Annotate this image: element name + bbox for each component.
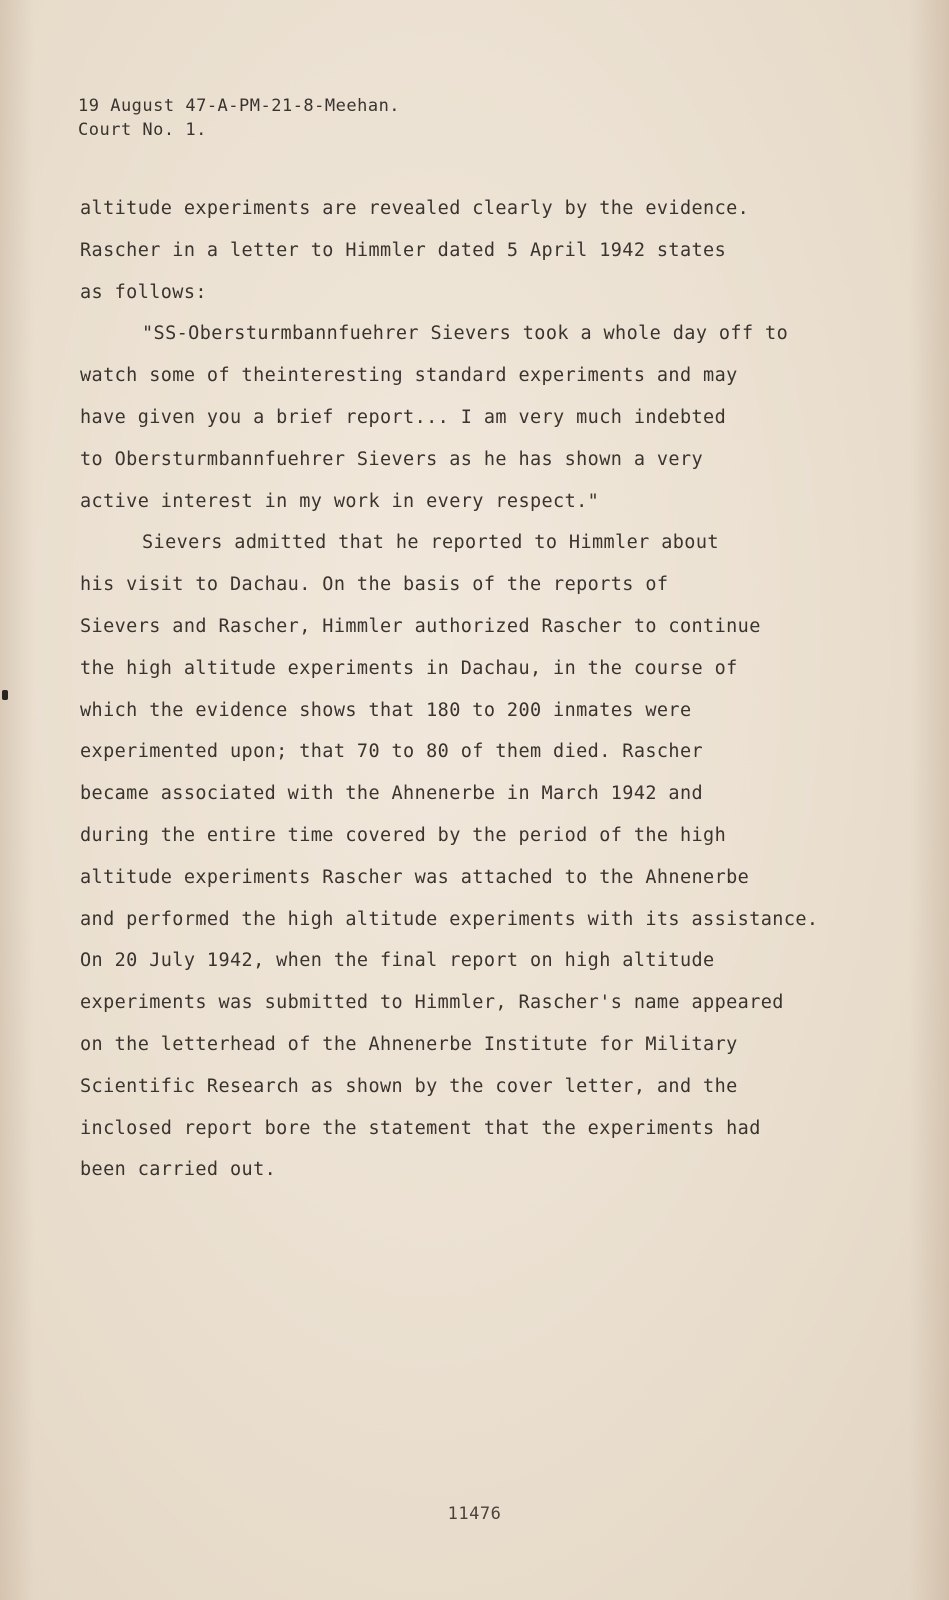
body-line: and performed the high altitude experiments with its assistance. — [80, 908, 819, 930]
body-line: Sievers admitted that he reported to Himmler about — [142, 532, 719, 554]
body-line: during the entire time covered by the period of the high — [80, 824, 727, 846]
body-line: experimented upon; that 70 to 80 of them died. Rascher — [80, 741, 704, 763]
punch-hole-mark — [2, 690, 8, 700]
body-line: to Obersturmbannfuehrer Sievers as he has shown a very — [80, 448, 704, 470]
body-line: which the evidence shows that 180 to 200 inmates were — [80, 699, 692, 721]
document-body — [80, 188, 880, 1191]
body-line: became associated with the Ahnenerbe in March 1942 and — [80, 783, 704, 805]
body-line: have given you a brief report... I am very much indebted — [80, 406, 727, 428]
body-line: active interest in my work in every respect." — [80, 490, 600, 512]
header-court-line: Court No. 1. — [78, 120, 207, 140]
body-line: altitude experiments Rascher was attached to the Ahnenerbe — [80, 866, 750, 888]
body-line: on the letterhead of the Ahnenerbe Institute for Military — [80, 1033, 738, 1055]
body-line: "SS-Obersturmbannfuehrer Sievers took a whole day off to — [142, 323, 789, 345]
body-line: his visit to Dachau. On the basis of the reports of — [80, 574, 669, 596]
body-line: altitude experiments are revealed clearly by the evidence. — [80, 198, 750, 219]
body-line: Rascher in a letter to Himmler dated 5 April 1942 states — [80, 239, 727, 261]
header-date-line: 19 August 47-A-PM-21-8-Meehan. — [78, 96, 401, 116]
body-line: Sievers and Rascher, Himmler authorized Rascher to continue — [80, 615, 761, 637]
body-line: experiments was submitted to Himmler, Rascher's name appeared — [80, 992, 784, 1014]
body-line: watch some of theinteresting standard experiments and may — [80, 365, 738, 387]
body-line: the high altitude experiments in Dachau, in the course of — [80, 657, 738, 679]
body-line: On 20 July 1942, when the final report on high altitude — [80, 950, 715, 972]
page-number: 11476 — [447, 1504, 502, 1524]
body-line: as follows: — [80, 281, 207, 303]
body-line: Scientific Research as shown by the cover letter, and the — [80, 1075, 738, 1097]
body-line: inclosed report bore the statement that the experiments had — [80, 1117, 761, 1139]
document-header — [78, 94, 400, 142]
body-line: been carried out. — [80, 1159, 277, 1181]
